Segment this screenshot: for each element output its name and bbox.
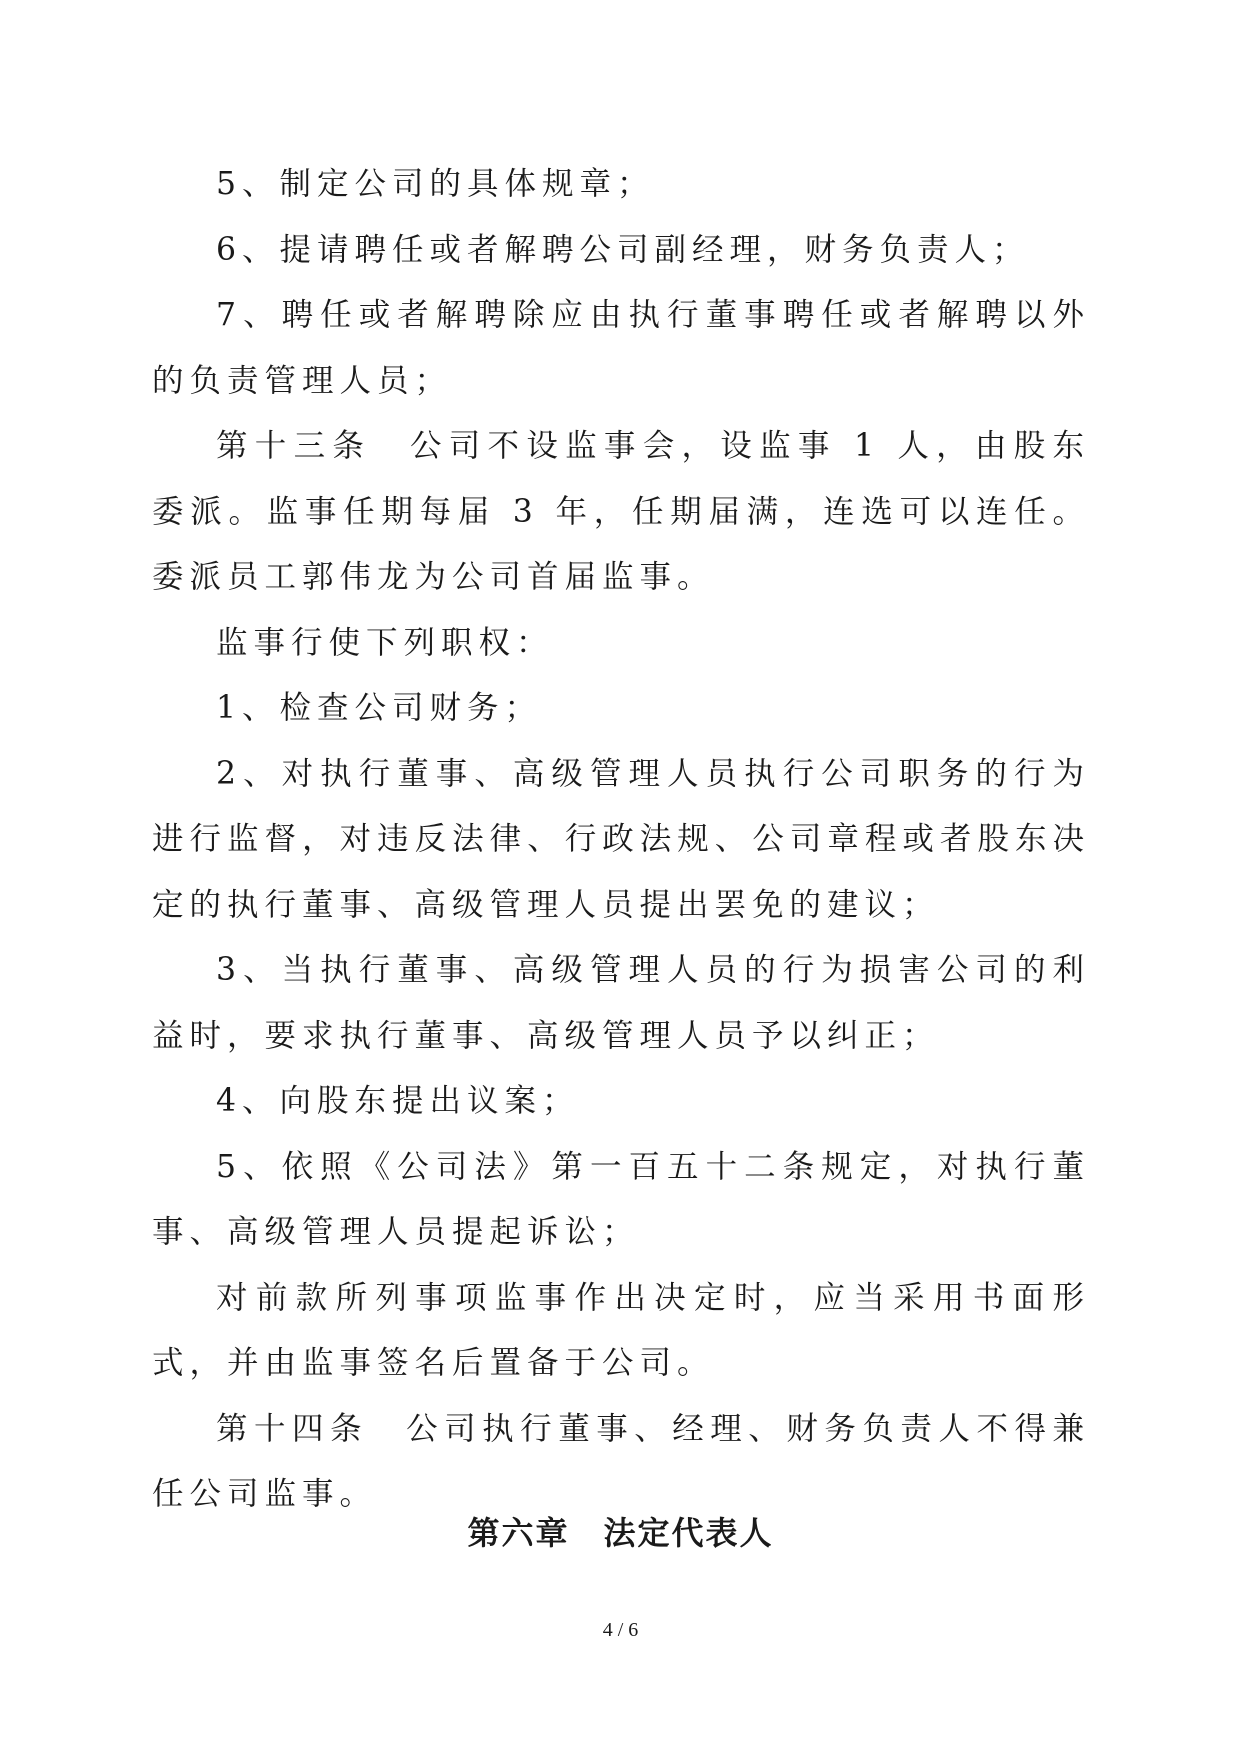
- article-13: 第十三条 公司不设监事会，设监事 1 人，由股东委派。监事任期每届 3 年，任期届满，连选可以连任。委派员工郭伟龙为公司首届监事。: [152, 428, 1090, 595]
- supervisor-power-5: 5、依照《公司法》第一百五十二条规定，对执行董事、高级管理人员提起诉讼；: [152, 1148, 1090, 1250]
- document-body: [152, 152, 1090, 1528]
- supervisor-power-3: 3、当执行董事、高级管理人员的行为损害公司的利益时，要求执行董事、高级管理人员予以纠正；: [152, 952, 1090, 1054]
- paragraph-item-5: 5、制定公司的具体规章；: [216, 166, 655, 202]
- supervisor-power-1: 1、检查公司财务；: [216, 690, 543, 726]
- page-number: 4 / 6: [602, 1619, 639, 1641]
- supervisor-power-2: 2、对执行董事、高级管理人员执行公司职务的行为进行监督，对违反法律、行政法规、公司章程或者股东决定的执行董事、高级管理人员提出罢免的建议；: [152, 755, 1090, 923]
- article-14: 第十四条 公司执行董事、经理、财务负责人不得兼任公司监事。: [152, 1410, 1090, 1512]
- supervisor-powers-intro: 监事行使下列职权：: [216, 624, 554, 661]
- chapter-heading: 第六章 法定代表人: [467, 1514, 774, 1552]
- paragraph-item-7: 7、聘任或者解聘除应由执行董事聘任或者解聘以外的负责管理人员；: [152, 297, 1090, 399]
- written-decision-clause: 对前款所列事项监事作出决定时，应当采用书面形式，并由监事签名后置备于公司。: [152, 1279, 1090, 1381]
- supervisor-power-4: 4、向股东提出议案；: [216, 1083, 580, 1119]
- paragraph-item-6: 6、提请聘任或者解聘公司副经理，财务负责人；: [216, 231, 1030, 268]
